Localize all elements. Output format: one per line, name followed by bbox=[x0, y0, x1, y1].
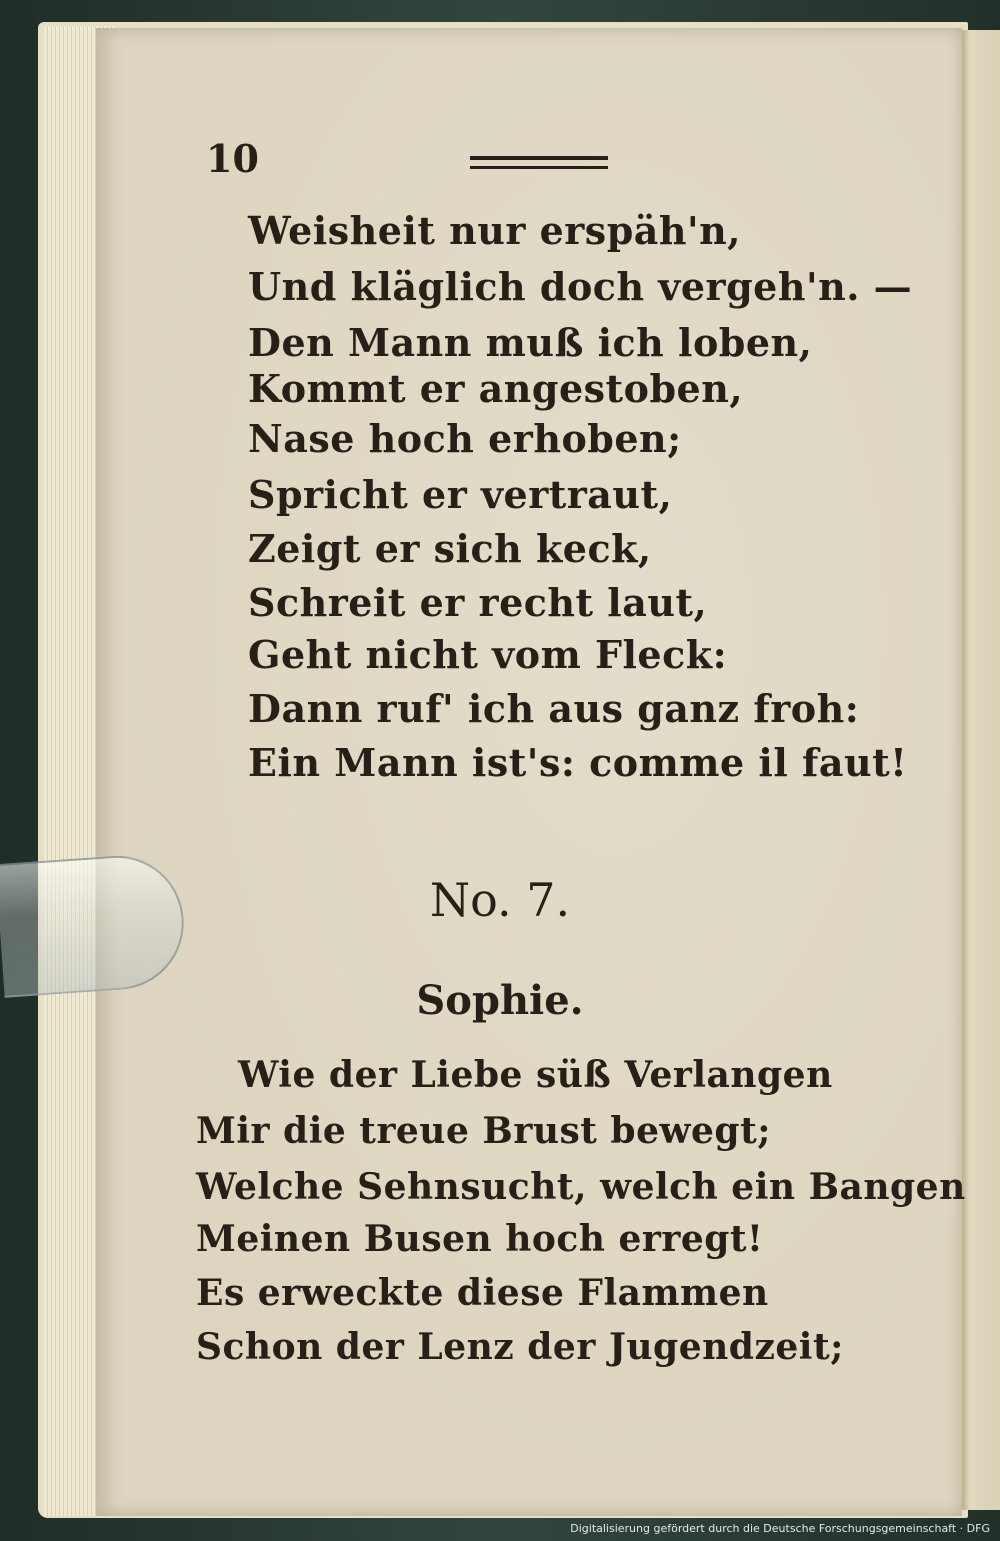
header-rule-bottom bbox=[470, 166, 608, 169]
poem-line: Ein Mann ist's: comme il faut! bbox=[248, 740, 908, 785]
poem-line: Geht nicht vom Fleck: bbox=[248, 632, 728, 677]
section-title: Sophie. bbox=[416, 977, 584, 1024]
poem-line: Kommt er angestoben, bbox=[248, 366, 744, 411]
song-line: Meinen Busen hoch erregt! bbox=[196, 1218, 764, 1260]
song-line: Schon der Lenz der Jugendzeit; bbox=[196, 1326, 844, 1368]
right-page-edge bbox=[962, 30, 1000, 1510]
song-line: Wie der Liebe süß Verlangen bbox=[238, 1054, 833, 1096]
poem-line: Weisheit nur erspäh'n, bbox=[248, 208, 742, 253]
song-line: Welche Sehnsucht, welch ein Bangen bbox=[196, 1166, 966, 1208]
poem-line: Zeigt er sich keck, bbox=[248, 526, 652, 571]
digitization-credit: Digitalisierung gefördert durch die Deutsche Forschungsgemeinschaft · DFG bbox=[570, 1522, 990, 1535]
poem-line: Spricht er vertraut, bbox=[248, 472, 673, 517]
poem-line: Und kläglich doch vergeh'n. — bbox=[248, 264, 913, 309]
poem-line: Den Mann muß ich loben, bbox=[248, 320, 813, 365]
section-number: No. 7. bbox=[429, 873, 571, 927]
song-line: Mir die treue Brust bewegt; bbox=[196, 1110, 771, 1152]
poem-line: Schreit er recht laut, bbox=[248, 580, 708, 625]
song-line: Es erweckte diese Flammen bbox=[196, 1272, 769, 1314]
poem-line: Dann ruf' ich aus ganz froh: bbox=[248, 686, 860, 731]
poem-line: Nase hoch erhoben; bbox=[248, 416, 682, 461]
header-rule-top bbox=[470, 156, 608, 160]
page-number: 10 bbox=[206, 136, 259, 181]
